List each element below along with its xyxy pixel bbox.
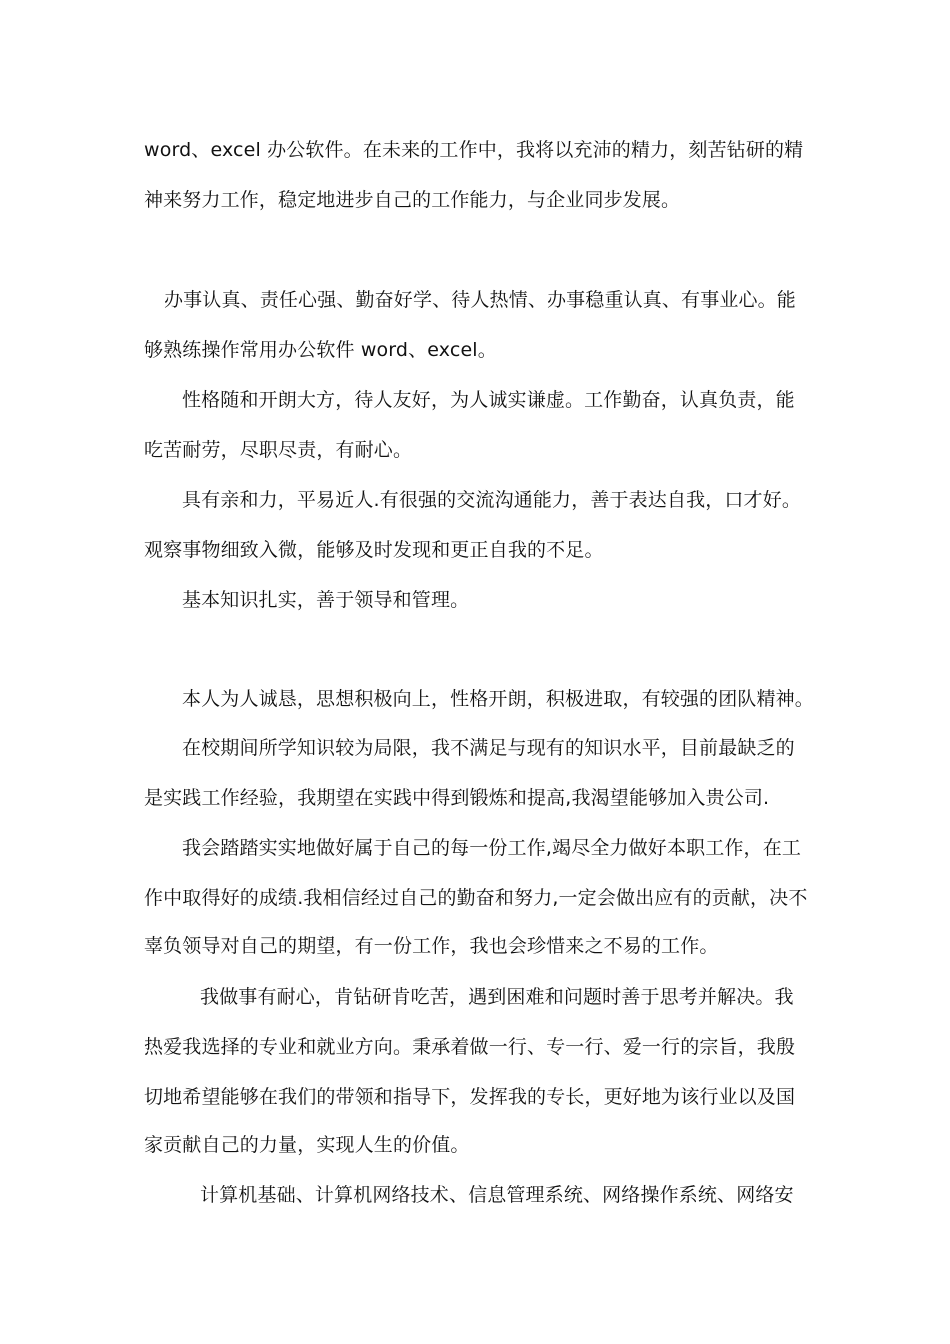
text-line: 具有亲和力，平易近人.有很强的交流沟通能力，善于表达自我，口才好。 xyxy=(182,489,801,511)
text-line: 性格随和开朗大方，待人友好，为人诚实谦虚。工作勤奋，认真负责，能 xyxy=(182,389,795,411)
text-line: 热爱我选择的专业和就业方向。秉承着做一行、专一行、爱一行的宗旨，我殷 xyxy=(144,1036,796,1058)
text-line: 本人为人诚恳，思想积极向上，性格开朗，积极进取，有较强的团队精神。 xyxy=(182,688,814,710)
text-line: 观察事物细致入微，能够及时发现和更正自我的不足。 xyxy=(144,539,604,561)
text-line: 办事认真、责任心强、勤奋好学、待人热情、办事稳重认真、有事业心。能 xyxy=(164,289,796,311)
text-line: 切地希望能够在我们的带领和指导下，发挥我的专长，更好地为该行业以及国 xyxy=(144,1086,796,1108)
text-line: word、excel 办公软件。在未来的工作中，我将以充沛的精力，刻苦钻研的精 xyxy=(144,139,804,161)
text-line: 在校期间所学知识较为局限，我不满足与现有的知识水平，目前最缺乏的 xyxy=(182,737,795,759)
text-line: 是实践工作经验，我期望在实践中得到锻炼和提高,我渴望能够加入贵公司. xyxy=(144,787,770,809)
text-line: 神来努力工作，稳定地进步自己的工作能力，与企业同步发展。 xyxy=(144,189,681,211)
text-line: 我做事有耐心，肯钻研肯吃苦，遇到困难和问题时善于思考并解决。我 xyxy=(200,986,794,1008)
text-line: 辜负领导对自己的期望，有一份工作，我也会珍惜来之不易的工作。 xyxy=(144,935,719,957)
text-line: 家贡献自己的力量，实现人生的价值。 xyxy=(144,1134,470,1156)
text-line: 吃苦耐劳，尽职尽责，有耐心。 xyxy=(144,439,413,461)
text-line: 作中取得好的成绩.我相信经过自己的勤奋和努力,一定会做出应有的贡献，决不 xyxy=(144,887,808,909)
text-line: 够熟练操作常用办公软件 word、excel。 xyxy=(144,339,497,361)
text-line: 基本知识扎实，善于领导和管理。 xyxy=(182,589,470,611)
text-line: 计算机基础、计算机网络技术、信息管理系统、网络操作系统、网络安 xyxy=(200,1184,794,1206)
text-line: 我会踏踏实实地做好属于自己的每一份工作,竭尽全力做好本职工作，在工 xyxy=(182,837,801,859)
